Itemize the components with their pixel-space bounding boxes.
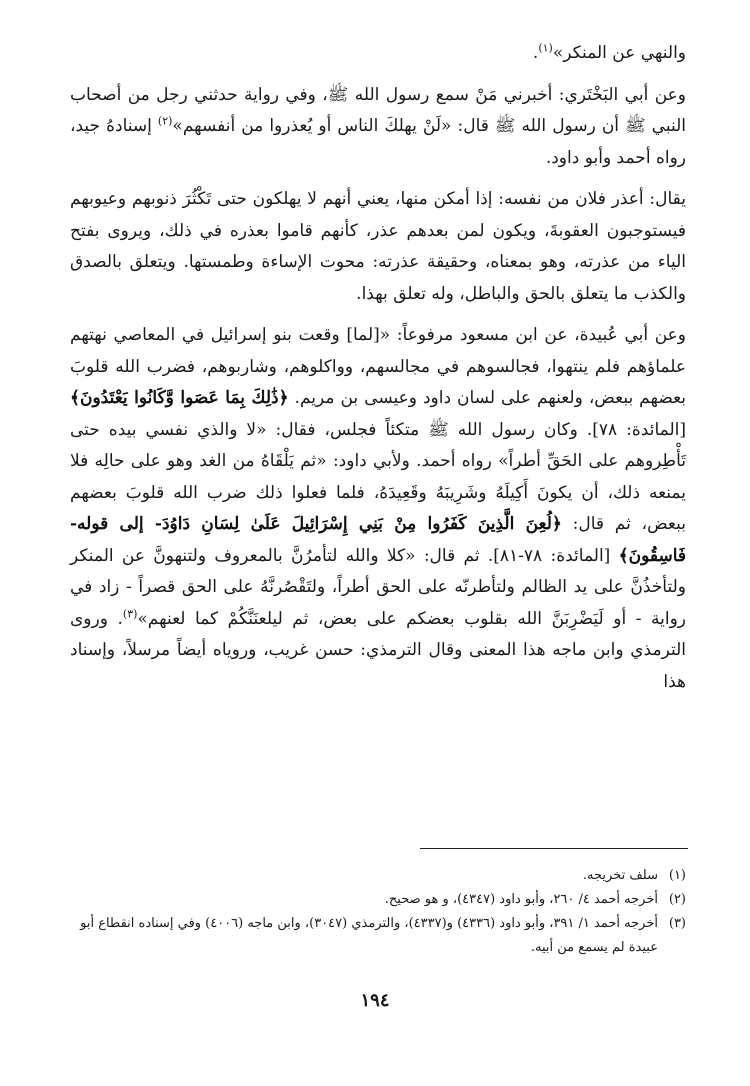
p3-text-c: [المائدة: ٧٨-٨١]. ثم قال: «كلا والله لتأمرُنَّ بالمعروف ولتنهونَّ عن المنكر ولتأخذُنَّ على يد الظالم ولتأطرنّه على الحق أطراً، ولتَقْصُرنَّهُ على الحق قصراً - زاد في رواية - أو لَيَضْرِبَنَّ الله بقلوب بعضكم على بعض، ثم ليلعنَنَّكُمْ كما لعنهم»	[70, 545, 686, 629]
p2-text: يقال: أعذر فلان من نفسه: إذا أمكن منها، يعني أنهم لا يهلكون حتى تَكْثُرَ ذنوبهم وعيوبهم فيستوجبون العقوبةَ، ويكون لمن بعدهم عذر، كأنهم قاموا بعذره في ذلك، ويروى بفتح الياء من عذرته، وهو بمعناه، وحقيقة عذرته: محوت الإساءة وطمستها. ويتعلق بالصدق والكذب ما يتعلق بالحق والباطل، وله تعلق بهذا.	[70, 189, 686, 304]
footnote-text: أخرجه أحمد ١/ ٣٩١، وأبو داود (٤٣٣٦) و(٤٣٣٧)، والترمذي (٣٠٤٧)، وابن ماجه (٤٠٠٦) وفي إسناده انقطاع أبو عبيدة لم يسمع من أبيه.	[80, 916, 658, 955]
footnote-text: سلف تخريجه.	[582, 868, 658, 883]
footnote-3	[70, 912, 686, 960]
main-text	[70, 38, 686, 708]
footnote-1	[70, 864, 686, 888]
footnote-number: (١)	[668, 868, 686, 883]
footnote-ref-1: (١)	[538, 41, 553, 55]
page-number: ١٩٤	[360, 990, 390, 1011]
footnote-number: (٢)	[668, 892, 686, 907]
p3-text-d: . وروى الترمذي وابن ماجه هذا المعنى وقال الترمذي: حسن غريب، وروياه أيضاً مرسلاً، وإسناد هذا	[70, 608, 686, 692]
footnote-2	[70, 888, 686, 912]
paragraph-1	[70, 80, 686, 175]
paragraph-2	[70, 184, 686, 310]
p3-text-a: وعن أبي عُبيدة، عن ابن مسعود مرفوعاً: «[لما] وقعت بنو إسرائيل في المعاصي نهتهم علماؤهم فلم ينتهوا، فجالسوهم في مجالسهم، وواكلوهم، وشاربوهم، فضرب الله قلوبَ بعضهم ببعض، ولعنهم على لسان داود وعيسى بن مريم.	[70, 325, 687, 408]
footnote-number: (٣)	[668, 916, 686, 931]
footnote-ref-2: (٢)	[157, 114, 173, 128]
footnote-separator	[420, 848, 688, 849]
paragraph-0: والنهي عن المنكر»$^{(١)}$.	[532, 41, 686, 63]
p1-text: وعن أبي البَخْتَري: أخبرني مَنْ سمع رسول الله ﷺ، وفي رواية حدثني رجل من أصحاب النبي ﷺ أن رسول الله ﷺ قال: «لَنْ يهلكَ الناس أو يُعذروا من أنفسهم»	[70, 84, 686, 136]
footnotes	[70, 864, 686, 960]
footnote-text: أخرجه أحمد ٤/ ٢٦٠، وأبو داود (٤٣٤٧)، و هو صحيح.	[384, 892, 658, 907]
line0-text: والنهي عن المنكر»	[552, 43, 686, 63]
quran-verse-2: ﴿لُعِنَ الَّذِينَ كَفَرُوا مِنْ بَنِي إِسْرَائِيلَ عَلَىٰ لِسَانِ دَاوُدَ- إلى قوله- فَاسِقُونَ﴾	[70, 514, 687, 566]
footnote-ref-3: (٣)	[122, 606, 138, 620]
p3-text-b: [المائدة: ٧٨]. وكان رسول الله ﷺ متكئاً فجلس، فقال: «لا والذي نفسي بيده حتى تَأْطِروهم على الحَقِّ أطراً» رواه أحمد. ولأبي داود: «ثم يَلْقَاهُ من الغد وهو على حالِه فلا يمنعه ذلك، أن يكونَ أَكِيلَهُ وشَرِيبَهُ وقَعِيدَهُ، فلما فعلوا ذلك ضرب الله قلوبَ بعضهم ببعض، ثم قال:	[70, 419, 686, 534]
quran-verse-1: ﴿ذَٰلِكَ بِمَا عَصَوا وَّكَانُوا يَعْتَدُونَ﴾	[70, 388, 289, 408]
paragraph-3	[70, 320, 686, 698]
p1-tail: إسنادهُ جيد، رواه أحمد وأبو داود.	[70, 116, 686, 168]
